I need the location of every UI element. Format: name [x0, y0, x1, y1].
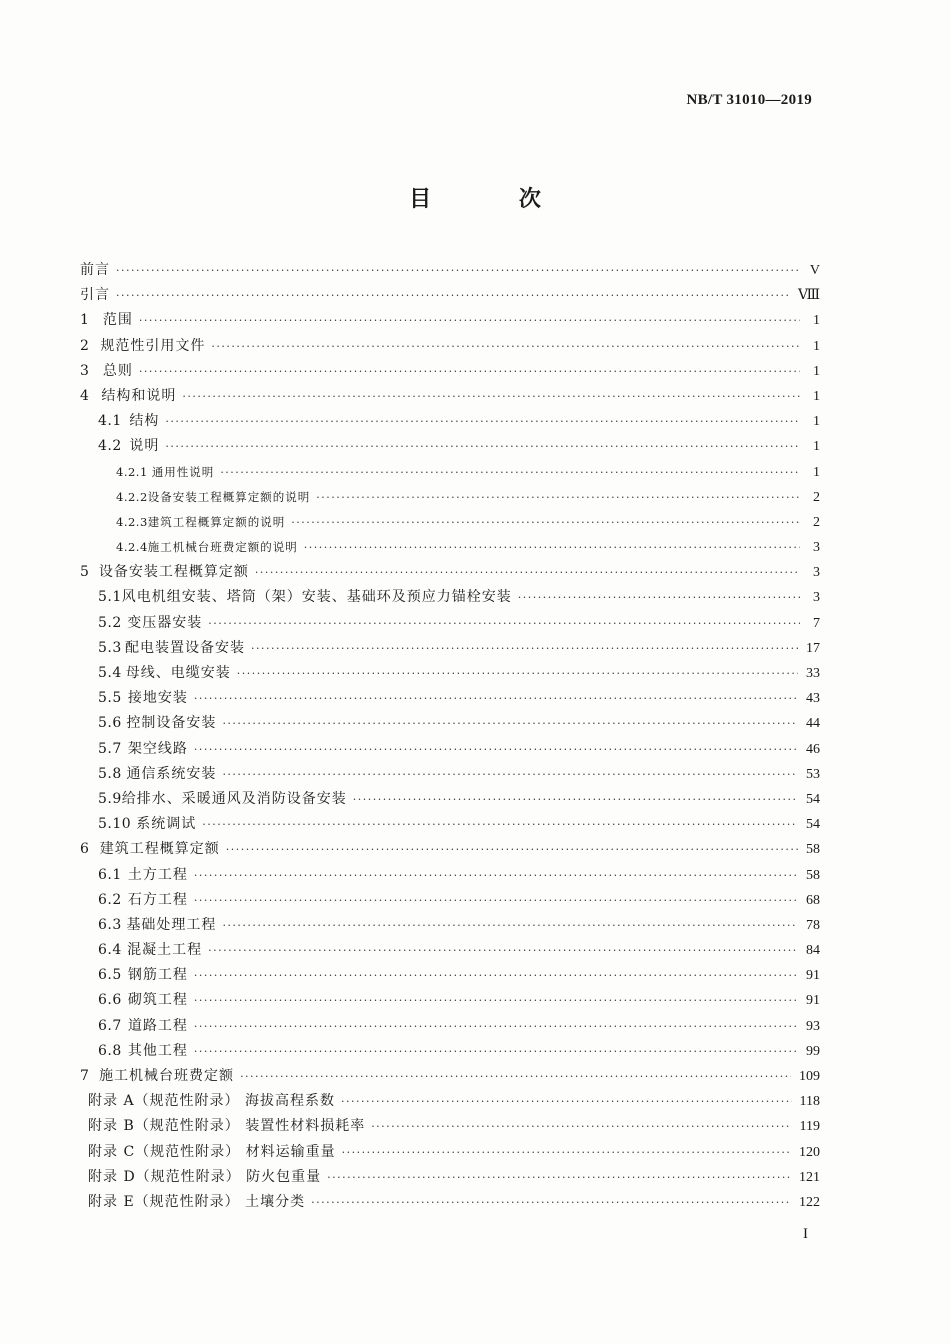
dot-leader	[194, 1014, 798, 1039]
toc-entry-number: 6.5	[98, 967, 122, 984]
toc-entry-label: 石方工程	[127, 891, 188, 908]
toc-entry-label: 施工机械台班费定额的说明	[147, 540, 298, 555]
toc-entry[interactable]	[80, 560, 820, 585]
toc-entry-page: 68	[806, 892, 820, 908]
toc-entry-label: 附录 B（规范性附录） 装置性材料损耗率	[88, 1118, 366, 1135]
toc-entry-number: 5	[80, 564, 90, 581]
toc-entry-label: 变压器安装	[127, 614, 203, 631]
dot-leader	[182, 384, 800, 409]
toc-entry-label: 总则	[102, 362, 133, 379]
toc-entry-page: 3	[813, 565, 820, 581]
toc-entry-page: 2	[813, 489, 820, 505]
dot-leader	[316, 485, 800, 510]
toc-entry-label: 附录 A（规范性附录） 海拔高程系数	[88, 1093, 336, 1110]
toc-entry[interactable]	[80, 460, 820, 485]
toc-entry-number: 3	[80, 362, 90, 379]
toc-entry-number: 4.2.4	[116, 540, 148, 555]
toc-entry-page: 54	[806, 791, 820, 807]
dot-leader	[304, 535, 800, 560]
toc-entry-label: 配电装置设备安装	[125, 639, 246, 656]
dot-leader	[194, 686, 798, 711]
toc-entry[interactable]	[80, 988, 820, 1013]
toc-entry-label: 通用性说明	[151, 464, 215, 479]
toc-entry-page: 7	[813, 615, 820, 631]
toc-entry-page: 1	[813, 439, 820, 455]
toc-entry-label: 道路工程	[127, 1017, 188, 1034]
toc-entry-number: 4	[80, 387, 90, 404]
toc-entry-label: 规范性引用文件	[100, 337, 206, 354]
toc-entry-page: 109	[799, 1069, 820, 1084]
toc-entry-number: 1	[80, 312, 90, 329]
toc-entry[interactable]	[80, 308, 820, 333]
toc-entry-page: 84	[806, 943, 820, 959]
toc-entry[interactable]	[80, 863, 820, 888]
toc-entry-page: 91	[806, 968, 820, 984]
toc-entry-page: 78	[806, 917, 820, 933]
toc-entry-page: 91	[806, 993, 820, 1009]
toc-entry[interactable]	[80, 535, 820, 560]
toc-entry-label: 前言	[80, 262, 110, 278]
toc-entry-label: 钢筋工程	[127, 967, 188, 984]
toc-entry-number: 6.7	[98, 1017, 122, 1034]
dot-leader	[211, 334, 800, 359]
toc-entry[interactable]	[80, 384, 820, 409]
dot-leader	[116, 258, 800, 283]
toc-entry-page: 120	[799, 1144, 820, 1160]
toc-entry-number: 5.7	[98, 740, 122, 757]
toc-entry[interactable]	[80, 711, 820, 736]
toc-entry-page: 1	[813, 388, 820, 404]
toc-entry-page: 53	[806, 766, 820, 782]
toc-entry-number: 5.8	[98, 765, 122, 782]
toc-entry-page: 17	[806, 640, 820, 656]
toc-entry-label: 附录 E（规范性附录） 土壤分类	[88, 1193, 306, 1210]
toc-entry-page: 118	[799, 1094, 820, 1110]
dot-leader	[194, 863, 798, 888]
toc-entry-page: 54	[806, 817, 820, 833]
dot-leader	[222, 711, 798, 736]
dot-leader	[518, 585, 800, 610]
toc-entry-label: 通信系统安装	[126, 765, 217, 782]
toc-entry-number: 5.4	[98, 665, 122, 681]
toc-entry[interactable]	[80, 1190, 820, 1215]
dot-leader	[208, 611, 800, 636]
dot-leader	[255, 560, 800, 585]
toc-entry-number: 5.9	[98, 790, 122, 807]
toc-entry-number: 5.10	[98, 816, 132, 833]
toc-entry[interactable]	[80, 434, 820, 459]
dot-leader	[165, 409, 800, 434]
toc-entry-label: 引言	[80, 287, 110, 304]
toc-entry-page: 43	[806, 691, 820, 707]
toc-entry[interactable]	[80, 283, 820, 308]
toc-entry-number: 4.2.2	[116, 489, 148, 504]
toc-entry-page: 93	[806, 1018, 820, 1034]
toc-entry-label: 风电机组安装、塔筒（架）安装、基础环及预应力锚栓安装	[121, 589, 512, 606]
toc-entry[interactable]	[80, 963, 820, 988]
dot-leader	[222, 762, 798, 787]
toc-entry-label: 控制设备安装	[126, 715, 217, 732]
dot-leader	[194, 1039, 798, 1064]
toc-entry[interactable]	[80, 1064, 820, 1089]
toc-entry-page: 1	[813, 363, 820, 379]
toc-entry-page: 1	[813, 464, 820, 480]
toc-entry[interactable]	[80, 1140, 820, 1165]
toc-entry-number: 5.6	[98, 715, 122, 732]
dot-leader	[139, 308, 800, 333]
dot-leader	[226, 837, 798, 862]
toc-entry-number: 6.2	[98, 891, 122, 908]
toc-entry-label: 给排水、采暖通风及消防设备安装	[121, 790, 347, 807]
toc-entry-number: 6.4	[98, 942, 122, 959]
toc-entry-label: 附录 C（规范性附录） 材料运输重量	[88, 1143, 336, 1160]
toc-entry-page: 3	[813, 590, 820, 606]
toc-entry[interactable]	[80, 1114, 820, 1139]
toc-entry-page: 122	[799, 1194, 820, 1210]
toc-entry[interactable]	[80, 334, 820, 359]
toc-entry-page: Ⅷ	[797, 288, 820, 304]
toc-entry-page: 58	[806, 867, 820, 883]
toc-entry-number: 6.6	[98, 992, 122, 1009]
toc-entry-label: 建筑工程概算定额的说明	[147, 514, 286, 529]
dot-leader	[311, 1190, 791, 1215]
dot-leader	[139, 359, 800, 384]
toc-entry[interactable]	[80, 1039, 820, 1064]
dot-leader	[291, 510, 800, 535]
page-title: 目 次	[409, 186, 581, 212]
toc-entry-label: 施工机械台班费定额	[99, 1068, 235, 1084]
toc-entry[interactable]	[80, 787, 820, 812]
table-of-contents	[80, 258, 820, 1215]
toc-entry-page: 1	[813, 313, 820, 329]
toc-entry-number: 4.1	[98, 413, 122, 430]
dot-leader	[194, 888, 798, 913]
toc-entry-page: 1	[813, 414, 820, 430]
dot-leader	[165, 434, 800, 459]
toc-entry-number: 5.3	[98, 639, 122, 656]
standard-number: NB/T 31010—2019	[686, 92, 812, 108]
toc-entry[interactable]	[80, 812, 820, 837]
dot-leader	[194, 737, 798, 762]
toc-entry-page: 58	[806, 842, 820, 858]
toc-entry[interactable]	[80, 611, 820, 636]
toc-entry-label: 基础处理工程	[126, 916, 217, 933]
toc-entry-number: 6	[80, 841, 90, 858]
toc-entry-label: 设备安装工程概算定额的说明	[147, 489, 311, 504]
toc-entry-label: 架空线路	[127, 740, 188, 757]
toc-entry-page: 44	[806, 716, 820, 732]
toc-entry[interactable]	[80, 485, 820, 510]
toc-entry-label: 附录 D（规范性附录） 防火包重量	[88, 1168, 322, 1185]
toc-entry[interactable]	[80, 762, 820, 787]
toc-entry[interactable]	[80, 636, 820, 661]
toc-entry[interactable]	[80, 258, 820, 283]
toc-entry-number: 5.1	[98, 589, 122, 606]
toc-entry-number: 5.2	[98, 614, 122, 631]
toc-entry-label: 混凝土工程	[127, 942, 203, 959]
toc-entry-page: V	[809, 263, 820, 278]
toc-entry[interactable]	[80, 913, 820, 938]
toc-entry[interactable]	[80, 737, 820, 762]
toc-entry[interactable]	[80, 1014, 820, 1039]
toc-entry-label: 母线、电缆安装	[125, 665, 231, 681]
dot-leader	[353, 787, 798, 812]
toc-entry-number: 6.8	[98, 1042, 122, 1059]
dot-leader	[251, 636, 798, 661]
dot-leader	[220, 460, 800, 485]
toc-entry[interactable]	[80, 409, 820, 434]
toc-entry-label: 其他工程	[127, 1042, 188, 1059]
toc-entry-page: 33	[806, 666, 820, 681]
toc-entry-label: 土方工程	[127, 866, 188, 883]
dot-leader	[222, 913, 798, 938]
toc-entry-number: 2	[80, 337, 90, 354]
dot-leader	[341, 1089, 792, 1114]
toc-entry[interactable]	[80, 888, 820, 913]
toc-entry[interactable]	[80, 837, 820, 862]
toc-entry-label: 系统调试	[136, 816, 197, 833]
toc-entry-label: 结构	[129, 413, 160, 430]
dot-leader	[371, 1114, 791, 1139]
toc-entry-label: 范围	[102, 312, 133, 329]
dot-leader	[202, 812, 798, 837]
dot-leader	[116, 283, 790, 308]
dot-leader	[237, 661, 798, 686]
toc-entry[interactable]	[80, 1165, 820, 1190]
toc-entry-page: 2	[813, 514, 820, 530]
toc-entry[interactable]	[80, 938, 820, 963]
toc-entry-number: 7	[80, 1068, 90, 1084]
toc-entry-page: 121	[799, 1169, 820, 1185]
page-folio: I	[803, 1226, 808, 1242]
toc-entry-number: 4.2.1	[116, 464, 148, 479]
toc-entry[interactable]	[80, 1089, 820, 1114]
toc-entry-label: 建筑工程概算定额	[99, 841, 220, 858]
toc-entry-number: 5.5	[98, 690, 122, 707]
toc-entry-page: 46	[806, 741, 820, 757]
toc-entry[interactable]	[80, 510, 820, 535]
toc-entry[interactable]	[80, 359, 820, 384]
toc-entry-number: 6.1	[98, 866, 122, 883]
toc-entry[interactable]	[80, 585, 820, 610]
toc-entry-page: 3	[813, 540, 820, 556]
toc-entry-label: 结构和说明	[101, 387, 177, 404]
dot-leader	[194, 988, 798, 1013]
toc-entry[interactable]	[80, 661, 820, 686]
dot-leader	[240, 1064, 791, 1089]
toc-entry-number: 6.3	[98, 916, 122, 933]
toc-entry-label: 设备安装工程概算定额	[98, 564, 249, 581]
toc-entry-number: 4.2	[98, 438, 122, 455]
toc-entry-label: 接地安装	[127, 690, 188, 707]
dot-leader	[342, 1140, 791, 1165]
toc-entry-page: 99	[806, 1043, 820, 1059]
toc-entry-number: 4.2.3	[116, 514, 148, 529]
toc-entry-page: 1	[813, 338, 820, 354]
dot-leader	[194, 963, 798, 988]
toc-entry[interactable]	[80, 686, 820, 711]
toc-entry-page: 119	[799, 1119, 820, 1135]
toc-entry-label: 砌筑工程	[127, 992, 188, 1009]
dot-leader	[208, 938, 798, 963]
toc-entry-label: 说明	[129, 438, 160, 455]
dot-leader	[327, 1165, 791, 1190]
